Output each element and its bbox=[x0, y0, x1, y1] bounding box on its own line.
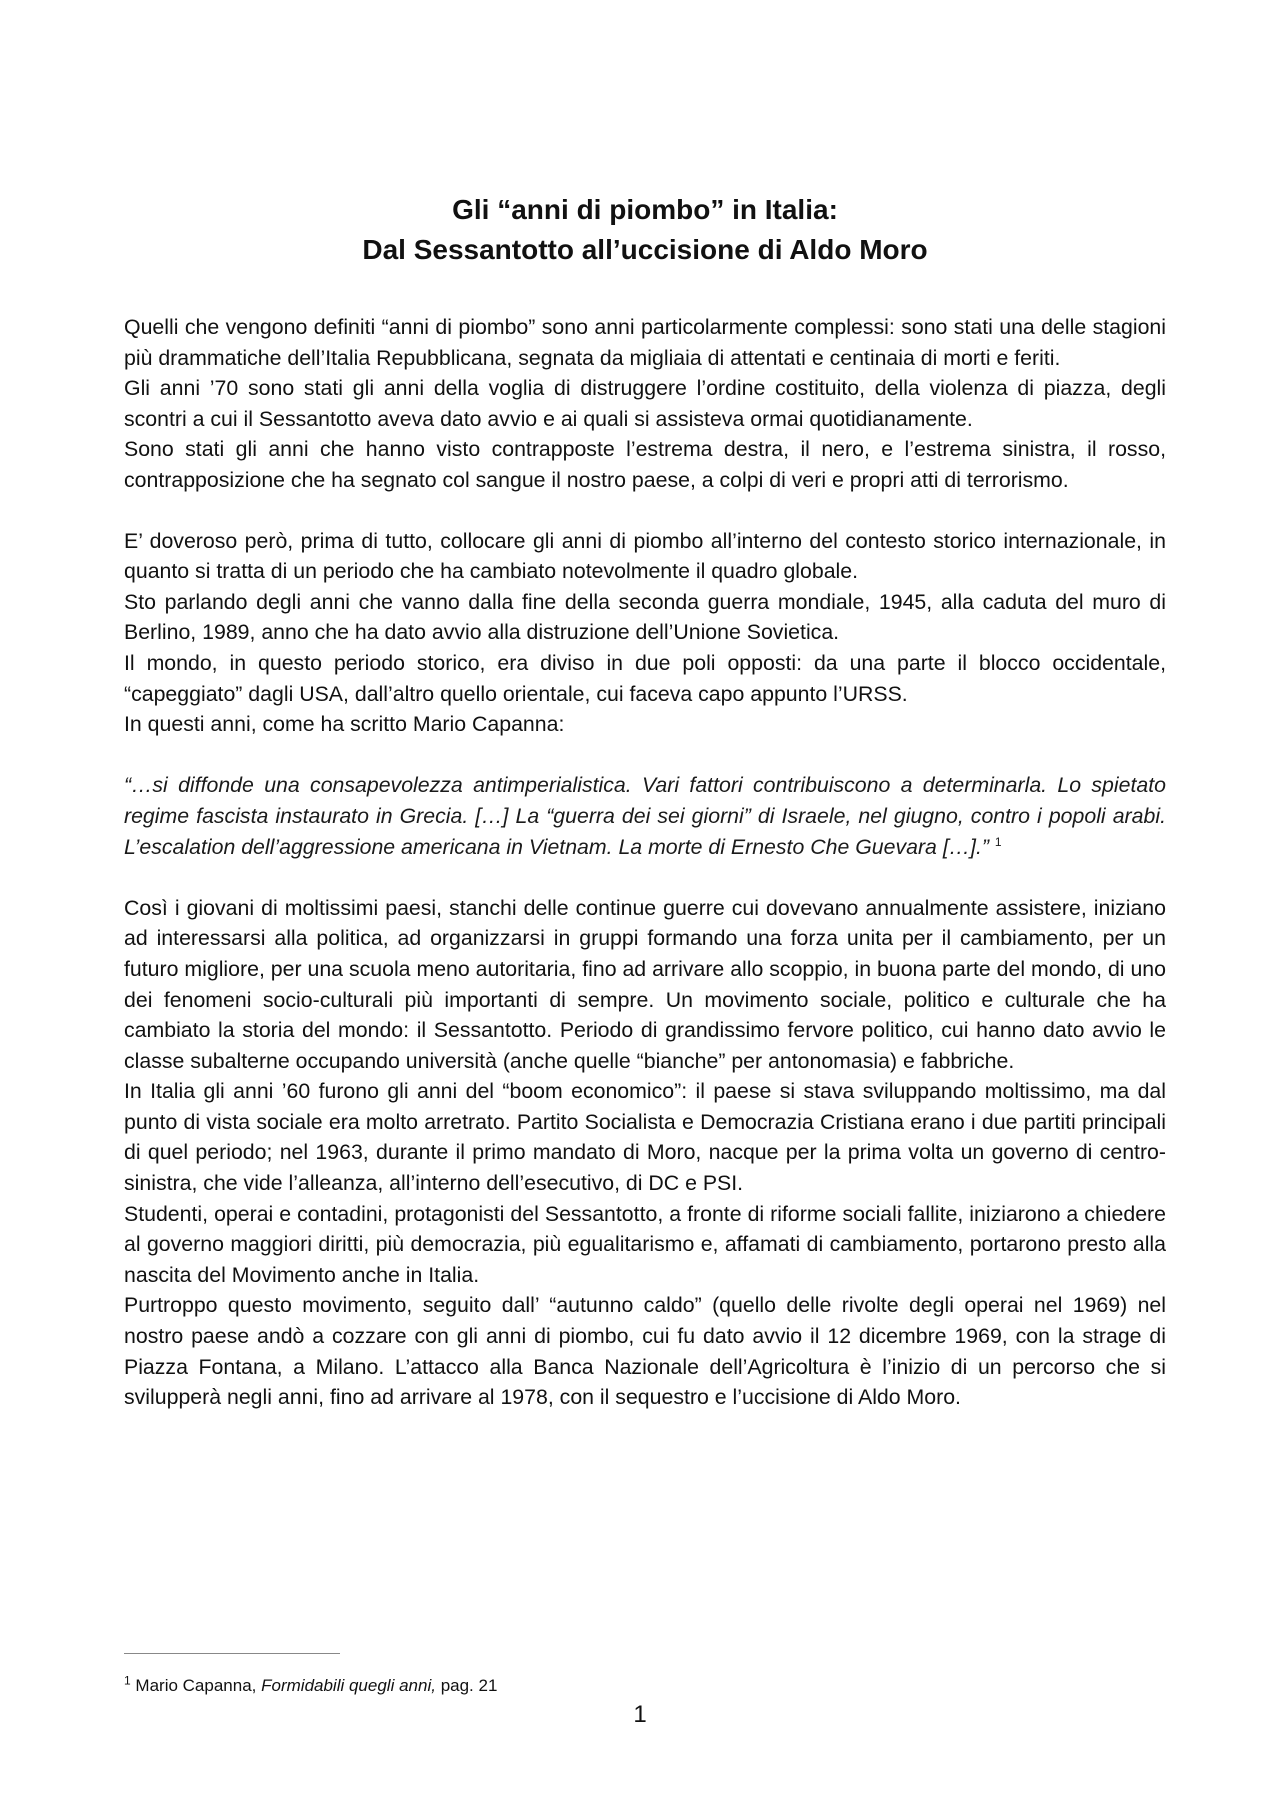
paragraph-poli: Il mondo, in questo periodo storico, era diviso in due poli opposti: da una parte il blocco occidentale, “capeggiato” dagli USA, dall’altro quello orientale, cui faceva capo appunto l’URSS. bbox=[124, 650, 1166, 706]
paragraph-intro: Quelli che vengono definiti “anni di piombo” sono anni particolarmente complessi: sono stati una delle stagioni più drammatiche dell’Italia Repubblicana, segnata da migliaia di attentati e centinaia di morti e feriti. bbox=[124, 315, 1166, 370]
paragraph-boom-economico: In Italia gli anni ’60 furono gli anni del “boom economico”: il paese si stava sviluppando moltissimo, ma dal punto di vista sociale era molto arretrato. Partito Socialista e Democrazia Cristiana erano i due partiti principali di quel periodo; nel 1963, durante il primo mandato di Moro, nacque per la prima volta un governo di centro-sinistra, che vide l’alleanza, all’interno dell’esecutivo, di DC e PSI. bbox=[124, 1079, 1166, 1196]
footnote bbox=[124, 1675, 497, 1697]
quote-text: “…si diffonde una consapevolezza antimperialistica. Vari fattori contribuiscono a determinarla. Lo spietato regime fascista instaurato in Grecia. […] La “guerra dei sei giorni” di Israele, nel giugno, contro i popoli arabi. L’escalation dell’aggressione americana in Vietnam. La morte di Ernesto Che Guevara […].” bbox=[124, 772, 1166, 859]
paragraph-movimento: Studenti, operai e contadini, protagonisti del Sessantotto, a fronte di riforme sociali fallite, iniziarono a chiedere al governo maggiori diritti, più democrazia, più egualitarismo e, affamati di cambiamento, portarono presto alla nascita del Movimento anche in Italia. bbox=[124, 1201, 1166, 1287]
block-quote bbox=[124, 770, 1166, 863]
paragraph-anni-di-piombo: Purtroppo questo movimento, seguito dall’ “autunno caldo” (quello delle rivolte degli operai nel 1969) nel nostro paese andò a cozzare con gli anni di piombo, cui fu dato avvio il 12 dicembre 1969, con la strage di Piazza Fontana, a Milano. L’attacco alla Banca Nazionale dell’Agricoltura è l’inizio di un percorso che si svilupperà negli anni, fino ad arrivare al 1978, con il sequestro e l’uccisione di Aldo Moro. bbox=[124, 1293, 1166, 1410]
paragraph-anni-70: Gli anni ’70 sono stati gli anni della voglia di distruggere l’ordine costituito, della violenza di piazza, degli scontri a cui il Sessantotto aveva dato avvio e ai quali si assisteva ormai quotidianamente. bbox=[124, 376, 1166, 431]
footnote-number: 1 bbox=[124, 1673, 131, 1688]
footnote-author: Mario Capanna, bbox=[135, 1676, 257, 1695]
title-line-2: Dal Sessantotto all’uccisione di Aldo Moro bbox=[362, 234, 928, 265]
page-number: 1 bbox=[633, 1701, 647, 1728]
paragraph-periodo: Sto parlando degli anni che vanno dalla fine della seconda guerra mondiale, 1945, alla caduta del muro di Berlino, 1989, anno che ha dato avvio alla distruzione dell’Unione Sovietica. bbox=[124, 589, 1166, 645]
footnote-divider bbox=[124, 1653, 340, 1654]
footnote-page: pag. 21 bbox=[440, 1676, 498, 1695]
paragraph-contrapposizione: Sono stati gli anni che hanno visto contrapposte l’estrema destra, il nero, e l’estrema sinistra, il rosso, contrapposizione che ha segnato col sangue il nostro paese, a colpi di veri e propri atti di terrorismo. bbox=[124, 437, 1166, 492]
footnote-reference: 1 bbox=[994, 834, 1002, 849]
paragraph-contesto: E’ doveroso però, prima di tutto, collocare gli anni di piombo all’interno del contesto storico internazionale, in quanto si tratta di un periodo che ha cambiato notevolmente il quadro globale. bbox=[124, 528, 1166, 584]
document-body bbox=[124, 190, 1166, 1413]
footnote-book-title: Formidabili quegli anni, bbox=[261, 1676, 436, 1695]
title-line-1: Gli “anni di piombo” in Italia: bbox=[452, 194, 838, 225]
document-title bbox=[124, 190, 1166, 270]
paragraph-sessantotto: Così i giovani di moltissimi paesi, stanchi delle continue guerre cui dovevano annualmente assistere, iniziano ad interessarsi alla politica, ad organizzarsi in gruppi formando una forza unita per il cambiamento, per un futuro migliore, per una scuola meno autoritaria, fino ad arrivare allo scoppio, in buona parte del mondo, di uno dei fenomeni socio-culturali più importanti di sempre. Un movimento sociale, politico e culturale che ha cambiato la storia del mondo: il Sessantotto. Periodo di grandissimo fervore politico, cui hanno dato avvio le classe subalterne occupando università (anche quelle “bianche” per antonomasia) e fabbriche. bbox=[124, 895, 1166, 1073]
paragraph-capanna-intro: In questi anni, come ha scritto Mario Capanna: bbox=[124, 712, 565, 737]
